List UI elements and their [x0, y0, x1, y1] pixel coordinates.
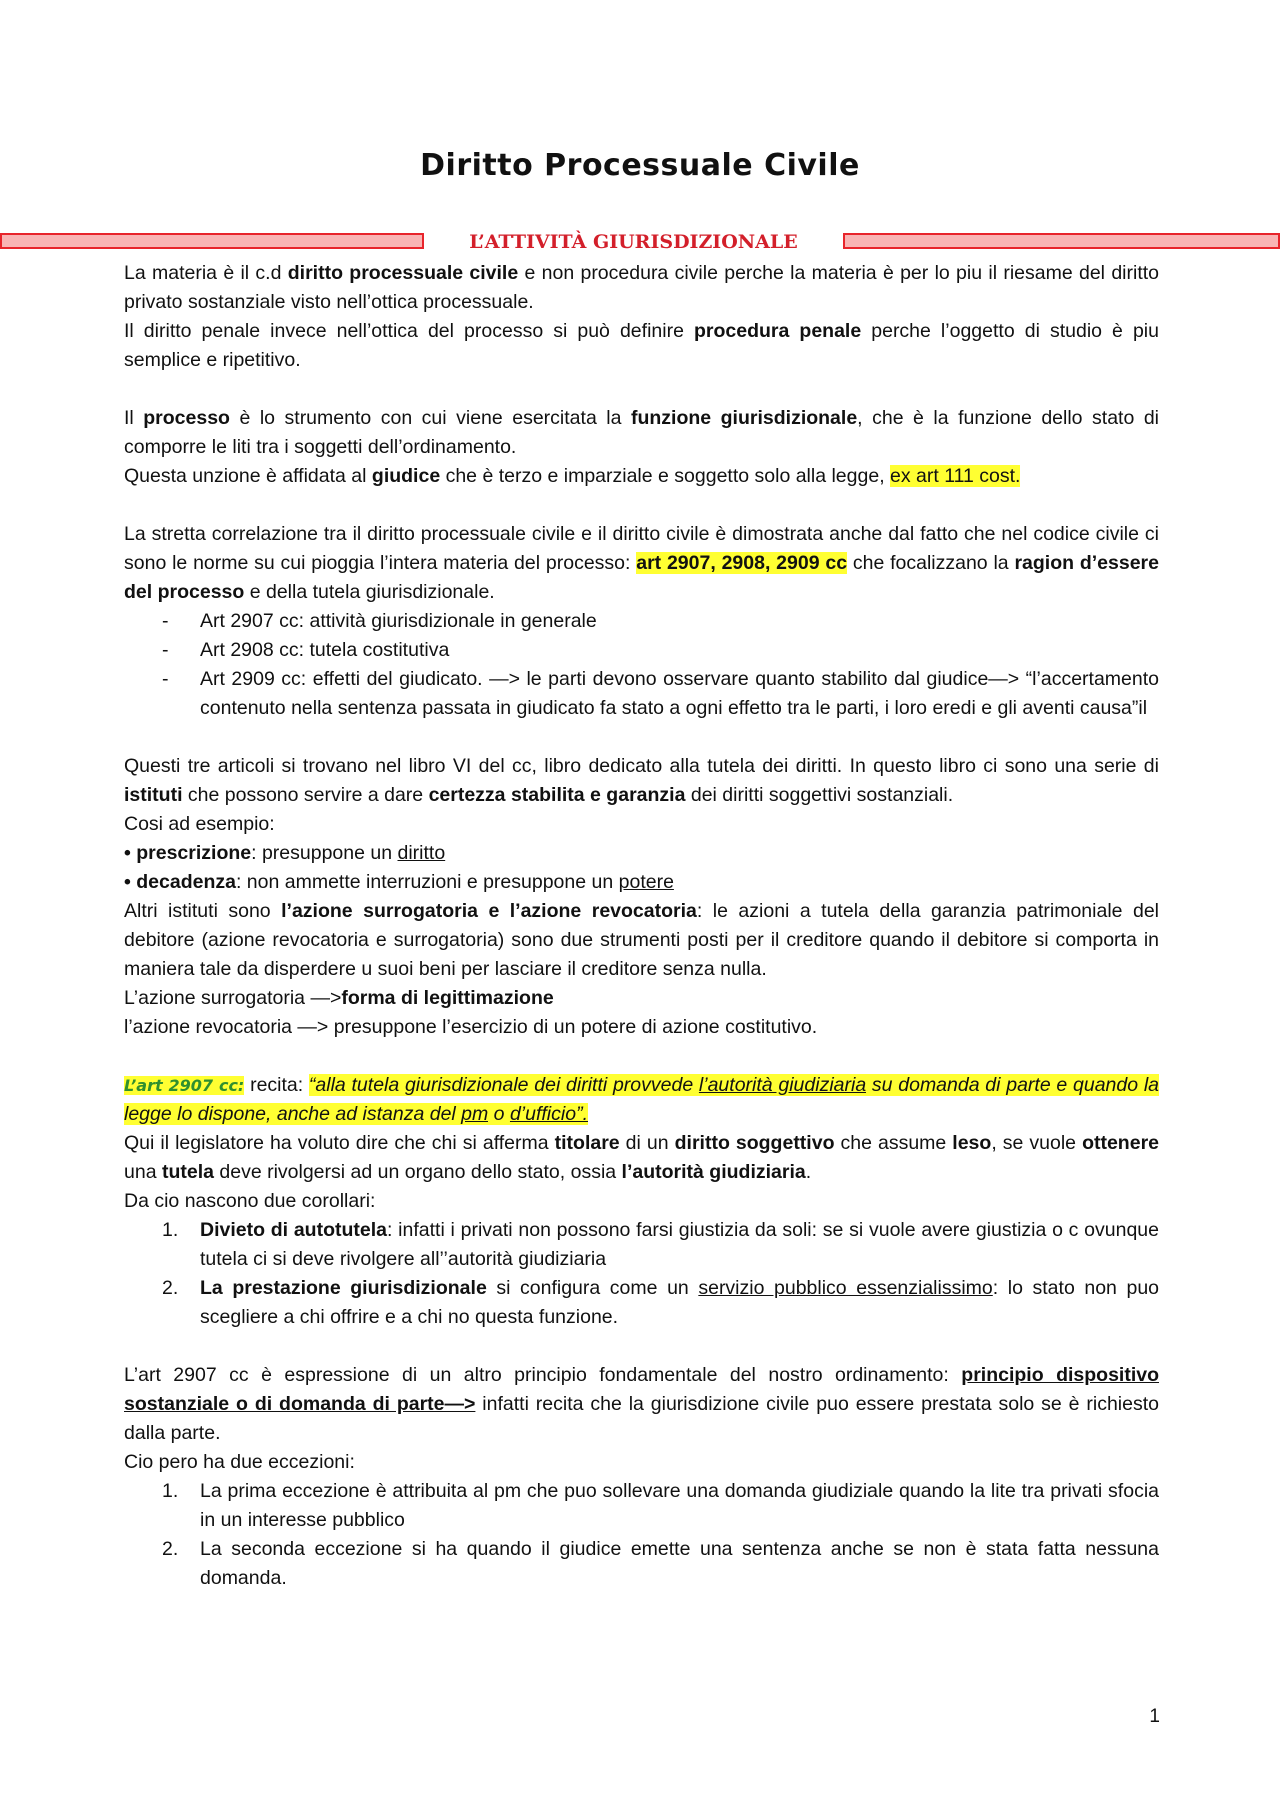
list-item-text: Art 2907 cc: attività giurisdizionale in generale [200, 610, 597, 632]
bold-term: l’autorità giudiziaria [621, 1161, 806, 1183]
list-item-text: : infatti i privati non possono farsi giustizia da soli: se si vuole avere giustizia o c ovunque tutela ci si deve rivolgere all’’autorità giudiziaria [200, 1219, 1159, 1270]
paragraph-15: Cio pero ha due eccezioni: [124, 1451, 355, 1473]
eccezioni-list [124, 1477, 1159, 1593]
list-item [124, 1216, 1159, 1274]
document-body [124, 259, 1159, 1593]
list-item-text: La seconda eccezione si ha quando il giudice emette una sentenza anche se non è stata fatta nessuna domanda. [200, 1538, 1159, 1589]
text: è lo strumento con cui viene esercitata la [229, 407, 631, 429]
text: Altri istituti sono [124, 900, 282, 922]
text: dei diritti soggettivi sostanziali. [685, 784, 954, 806]
text: La materia è il c.d [124, 262, 288, 284]
page-title: Diritto Processuale Civile [420, 148, 860, 183]
banner-bar-right [843, 233, 1280, 249]
text: deve rivolgersi ad un organo dello stato, ossia [213, 1161, 622, 1183]
paragraph-12 [124, 1129, 1159, 1187]
paragraph-9 [124, 984, 1159, 1013]
number-marker: 1. [162, 1219, 179, 1241]
bold-term: processo [143, 407, 230, 429]
highlighted-reference: ex art 111 cost. [890, 465, 1021, 487]
text: infatti recita che la giurisdizione civile puo essere prestata solo se è richiesto dalla parte. [124, 1393, 1159, 1444]
list-item [124, 1535, 1159, 1593]
quote-underlined: pm [461, 1103, 489, 1125]
list-item-text: Art 2908 cc: tutela costitutiva [200, 639, 450, 661]
text: che possono servire a dare [182, 784, 429, 806]
bold-term: ottenere [1082, 1132, 1159, 1154]
bold-term: tutela [161, 1161, 214, 1183]
text: Qui il legislatore ha voluto dire che chi si afferma [124, 1132, 555, 1154]
bold-term: giudice [371, 465, 441, 487]
dash-marker: - [162, 668, 169, 690]
bold-term: • prescrizione [124, 842, 252, 864]
number-marker: 1. [162, 1480, 179, 1502]
paragraph-11 [124, 1071, 1159, 1129]
text: una [124, 1161, 162, 1183]
text: di un [619, 1132, 675, 1154]
bold-term: diritto processuale civile [287, 262, 519, 284]
list-item [124, 1477, 1159, 1535]
text: che è terzo e imparziale e soggetto solo alla legge, [440, 465, 891, 487]
quote-underlined: l’autorità giudiziaria [698, 1074, 867, 1096]
paragraph-1 [124, 259, 1159, 317]
bold-term: forma di legittimazione [341, 987, 554, 1009]
text: : le azioni a tutela della garanzia patrimoniale del debitore (azione revocatoria e surrogatoria) sono due strumenti posti per il creditore quando il debitore si comporta in maniera tale da disperdere u suoi beni per lasciare il creditore senza nulla. [124, 900, 1159, 980]
text: perche l’oggetto di studio è piu semplice e ripetitivo. [124, 320, 1159, 371]
number-marker: 2. [162, 1277, 179, 1299]
bold-term: La prestazione giurisdizionale [200, 1277, 487, 1299]
text: e non procedura civile perche la materia è per lo piu il riesame del diritto privato sostanziale visto nell’ottica processuale. [124, 262, 1160, 313]
text: , che è la funzione dello stato di comporre le liti tra i soggetti dell’ordinamento. [124, 407, 1159, 458]
highlighted-reference: art 2907, 2908, 2909 cc [636, 552, 848, 574]
list-item-text: : lo stato non puo scegliere a chi offrire e a chi no questa funzione. [200, 1277, 1160, 1328]
list-item [124, 607, 1159, 636]
underlined-term: diritto [397, 842, 446, 864]
paragraph-6 [124, 752, 1159, 810]
text: . [805, 1161, 812, 1183]
list-item [124, 1274, 1159, 1332]
bullet-decadenza [124, 868, 1159, 897]
text: e della tutela giurisdizionale. [244, 581, 495, 603]
underlined-term: servizio pubblico essenzialissimo [698, 1277, 993, 1299]
dash-marker: - [162, 610, 169, 632]
bold-term: procedura penale [693, 320, 862, 342]
bold-term: funzione giurisdizionale [630, 407, 858, 429]
text: Il [124, 407, 144, 429]
list-item [124, 636, 1159, 665]
text: L’art 2907 cc è espressione di un altro principio fondamentale del nostro ordinamento: [124, 1364, 962, 1386]
bullet-prescrizione [124, 839, 1159, 868]
paragraph-4 [124, 462, 1159, 491]
bold-term: titolare [554, 1132, 620, 1154]
list-item [124, 665, 1159, 723]
quote-text: o [488, 1103, 510, 1125]
quote-underlined: d’ufficio”. [509, 1103, 588, 1125]
text: che focalizzano la [847, 552, 1015, 574]
text: che assume [834, 1132, 953, 1154]
bold-term: • decadenza [124, 871, 236, 893]
paragraph-10: l’azione revocatoria —> presuppone l’esercizio di un potere di azione costitutivo. [124, 1016, 818, 1038]
bold-term: diritto soggettivo [674, 1132, 835, 1154]
text: recita: [244, 1074, 309, 1096]
quote-text: su domanda di parte e quando la legge lo dispone, anche ad istanza del [124, 1074, 1159, 1125]
bold-term: ragion d’essere del processo [124, 552, 1159, 603]
text: Questa unzione è affidata al [124, 465, 372, 487]
number-marker: 2. [162, 1538, 179, 1560]
paragraph-7: Cosi ad esempio: [124, 813, 275, 835]
text: Il diritto penale invece nell’ottica del processo si può definire [124, 320, 694, 342]
bold-underlined-term: principio dispositivo sostanziale o di domanda di parte—> [124, 1364, 1159, 1415]
text: L’azione surrogatoria —> [124, 987, 342, 1009]
text: La stretta correlazione tra il diritto processuale civile e il diritto civile è dimostrata anche dal fatto che nel codice civile ci sono le norme su cui pioggia l’intera materia del processo: [124, 523, 1159, 574]
section-heading: L’ATTIVITÀ GIURISDIZIONALE [469, 231, 798, 253]
section-banner [0, 229, 1280, 255]
page-number: 1 [1149, 1706, 1160, 1727]
list-item-text: Art 2909 cc: effetti del giudicato. —> le parti devono osservare quanto stabilito dal giudice—> “l’accertamento contenuto nella sentenza passata in giudicato fa stato a ogni effetto tra le parti, i loro eredi e gli aventi causa”il [200, 668, 1159, 719]
text: , se vuole [991, 1132, 1083, 1154]
dash-marker: - [162, 639, 169, 661]
paragraph-2 [124, 317, 1159, 375]
article-tag: L’art 2907 cc: [124, 1076, 245, 1095]
list-item-text: si configura come un [486, 1277, 699, 1299]
bold-term: certezza stabilita e garanzia [428, 784, 686, 806]
underlined-term: potere [618, 871, 674, 893]
paragraph-13: Da cio nascono due corollari: [124, 1190, 376, 1212]
bold-term: leso [952, 1132, 992, 1154]
bold-term: istituti [124, 784, 183, 806]
quote-text: “alla tutela giurisdizionale dei diritti provvede [308, 1074, 699, 1096]
text: : presuppone un [251, 842, 398, 864]
paragraph-14 [124, 1361, 1159, 1448]
text: : non ammette interruzioni e presuppone un [235, 871, 619, 893]
list-item-text: La prima eccezione è attribuita al pm che puo sollevare una domanda giudiziale quando la lite tra privati sfocia in un interesse pubblico [200, 1480, 1159, 1531]
bold-term: Divieto di autotutela [200, 1219, 388, 1241]
corollari-list [124, 1216, 1159, 1332]
text: Questi tre articoli si trovano nel libro VI del cc, libro dedicato alla tutela dei diritti. In questo libro ci sono una serie di [124, 755, 1159, 777]
bold-term: l’azione surrogatoria e l’azione revocatoria [281, 900, 697, 922]
paragraph-5 [124, 520, 1159, 607]
paragraph-3 [124, 404, 1159, 462]
banner-bar-left [0, 233, 424, 249]
articles-list [124, 607, 1159, 723]
paragraph-8 [124, 897, 1159, 984]
